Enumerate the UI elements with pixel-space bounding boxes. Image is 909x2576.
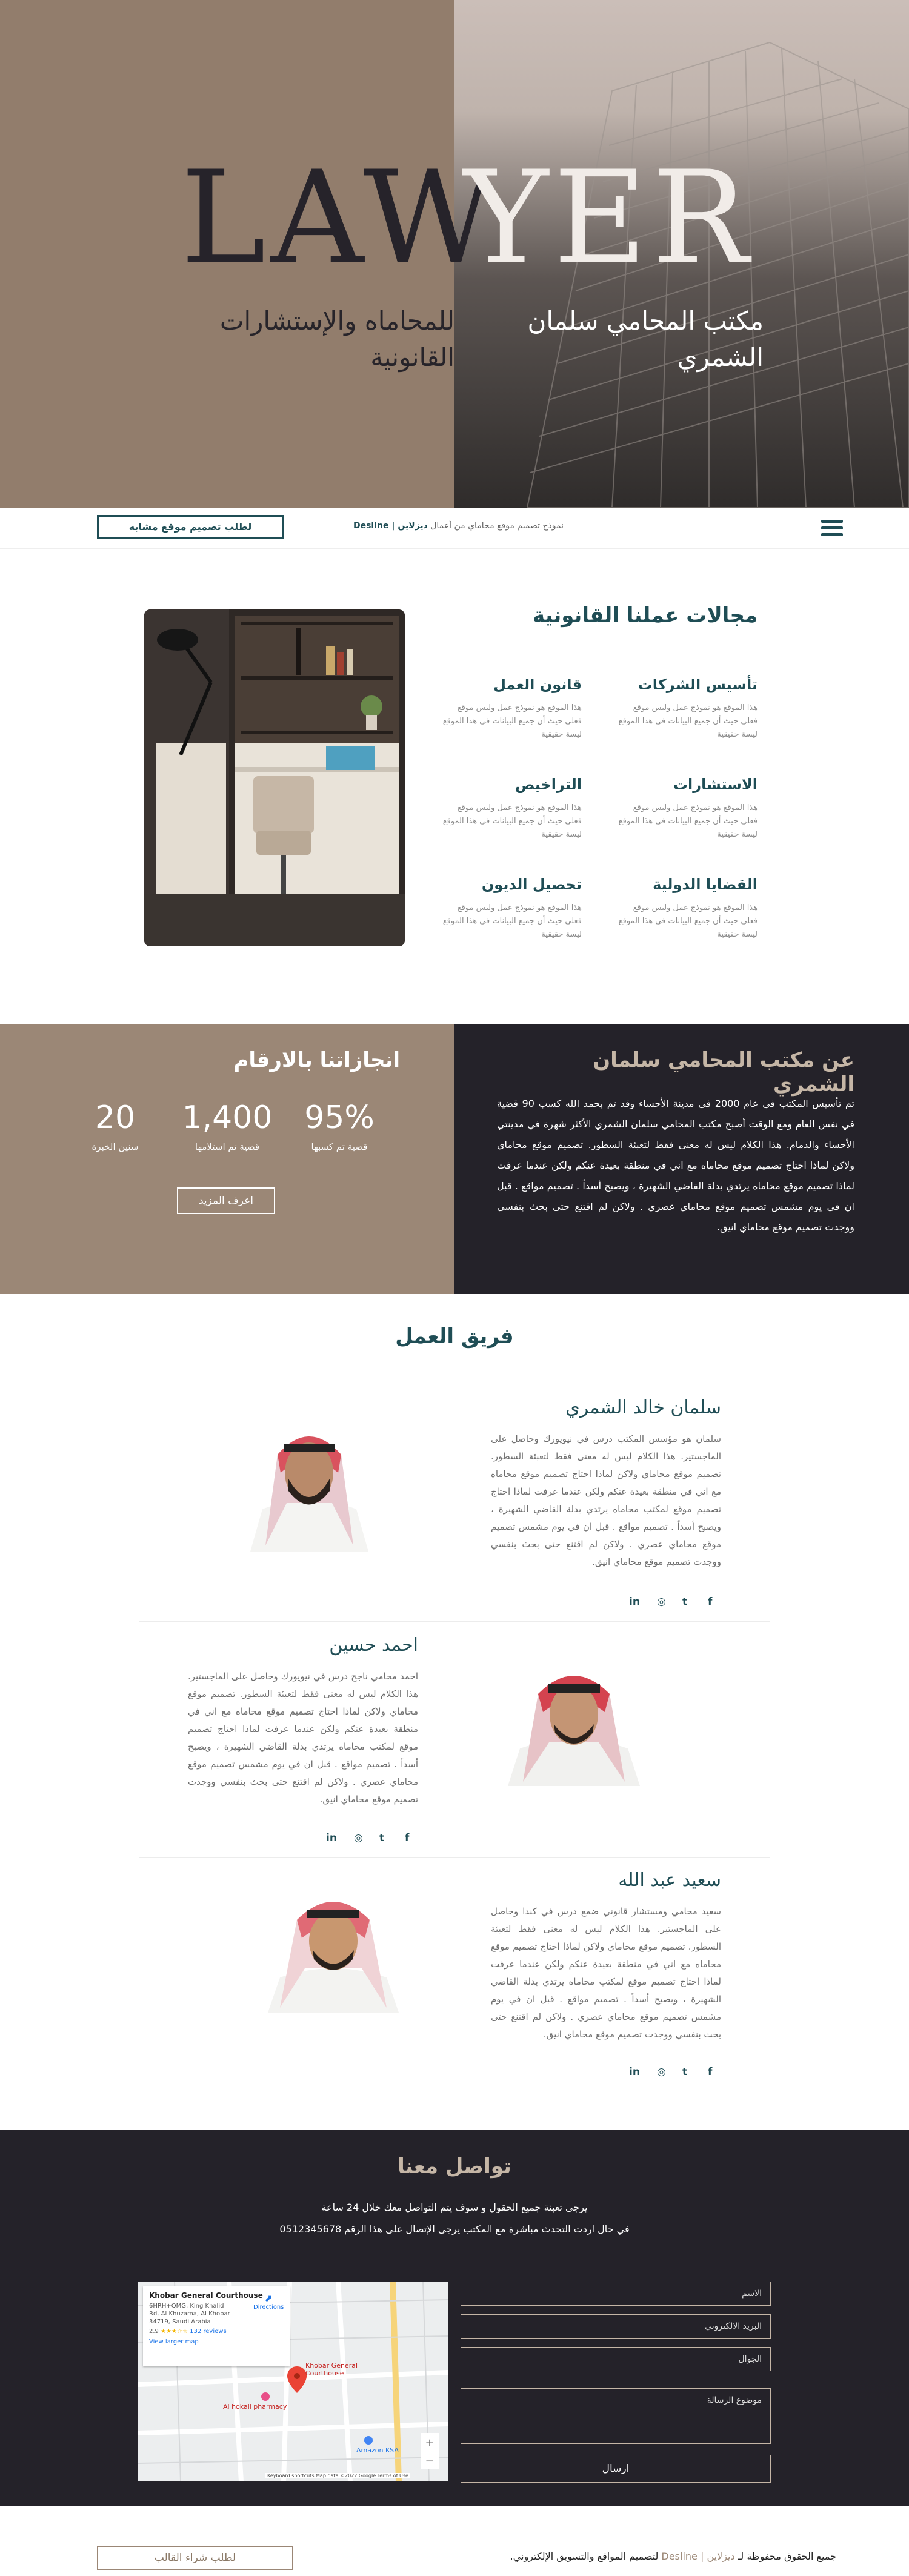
team-member-card: [188, 1635, 418, 1808]
facebook-icon[interactable]: f: [708, 1596, 713, 1608]
hero-title: [0, 143, 909, 293]
practice-area-item: [618, 676, 758, 742]
about-section: [0, 1024, 909, 1294]
stat-cases-received: [176, 1097, 279, 1152]
twitter-icon[interactable]: t: [682, 1596, 688, 1608]
request-similar-site-button[interactable]: لطلب تصميم موقع مشابه: [97, 515, 284, 539]
map-directions-label: Directions: [253, 2304, 284, 2311]
practice-area-item: [442, 876, 582, 941]
map-place-name: Khobar General Courthouse: [149, 2291, 263, 2300]
instagram-icon[interactable]: ◎: [657, 1596, 666, 1608]
practice-area-title: التراخيص: [514, 776, 582, 793]
stat-value: 95%: [304, 1100, 375, 1136]
map-amazon-label: Amazon KSA: [356, 2446, 399, 2454]
svg-text:+: +: [425, 2437, 435, 2449]
copyright-suffix: لتصميم المواقع والتسويق الإلكتروني.: [510, 2551, 659, 2562]
demo-notice: [345, 521, 564, 531]
team-divider: [139, 1621, 770, 1622]
hero-title-left: LAW: [181, 143, 501, 293]
office-photo: [144, 609, 405, 946]
stat-label: قضية تم استلامها: [195, 1141, 260, 1152]
practice-area-text: هذا الموقع هو نموذج عمل وليس موقع فعلي حيث أن جميع البيانات في هذا الموقع ليسة حقيقية: [442, 903, 582, 939]
name-field[interactable]: الاسم: [461, 2282, 771, 2306]
team-member-bio: سلمان هو مؤسس المكتب درس في نيويورك وحاصل على الماجستير. هذا الكلام ليس له معنى فقط لتعبئة السطور. تصميم موقع محاماي ولاكن لماذا احتاج تصميم موقع محاماه مع اني في منطقة بعيدة عنكم ولكن عندما عرفت لماذا احتاج تصميم موقع لمكتب محاماه يرتدي بدلة القاضي الشهيرة ، ويصبح أسداً . تصميم مواقع . قبل ان في يوم مشمس تصميم موقع محاماي عصري . ولاكن لم اقتنع حتى بحث بنفسي ووجدت تصميم موقع محاماي انيق.: [491, 1433, 721, 1567]
stat-label: قضية تم كسبها: [311, 1141, 368, 1152]
team-member-name: سعيد عبد الله: [618, 1870, 721, 1891]
team-member-photo: [502, 1651, 646, 1786]
send-button[interactable]: ارسال: [461, 2455, 771, 2483]
stat-value: 20: [95, 1100, 136, 1136]
instagram-icon[interactable]: ◎: [657, 2066, 666, 2078]
top-bar: [0, 508, 909, 549]
map-address: 6HRH+QMG, King Khalid Rd, Al Khuzama, Al Khobar 34719, Saudi Arabia: [149, 2303, 230, 2325]
stat-label: سنين الخبرة: [92, 1141, 139, 1152]
practice-area-title: القضايا الدولية: [653, 876, 758, 893]
team-member-card: [491, 1397, 721, 1571]
team-title: فريق العمل: [395, 1324, 514, 1349]
team-section: [0, 1294, 909, 2130]
map-pharmacy-label: Al hokail pharmacy: [223, 2403, 287, 2411]
footer-brand-link[interactable]: ديزلاين | Desline: [661, 2551, 735, 2562]
message-field[interactable]: موضوع الرسالة: [461, 2388, 771, 2444]
buy-template-button[interactable]: لطلب شراء القالب: [97, 2546, 293, 2570]
practice-area-item: [442, 776, 582, 842]
map-pin-label: Khobar General Courthouse: [305, 2362, 358, 2377]
hamburger-menu-icon[interactable]: [821, 520, 843, 537]
twitter-icon[interactable]: t: [379, 1832, 385, 1844]
practice-area-title: تأسيس الشركات: [638, 676, 758, 693]
map-directions-button[interactable]: [253, 2292, 284, 2311]
map-reviews-link[interactable]: 132 reviews: [190, 2328, 227, 2335]
location-map[interactable]: [138, 2282, 448, 2481]
practice-area-text: هذا الموقع هو نموذج عمل وليس موقع فعلي حيث أن جميع البيانات في هذا الموقع ليسة حقيقية: [442, 703, 582, 739]
learn-more-button[interactable]: اعرف المزيد: [177, 1187, 275, 1214]
contact-section: [0, 2130, 909, 2506]
hero-title-right: YER: [464, 143, 754, 293]
about-text: تم تأسيس المكتب في عام 2000 في مدينة الأحساء وقد تم بحمد الله كسب 90 قضية في نفس العام ومع الوقت أصبح مكتب المحامي سلمان الشمري الأكثر شهرة في مدينتي الأحساء والدمام. هذا الكلام ليس له معنى فقط لتعبئة السطور. تصميم موقع محاماي ولاكن لماذا احتاج تصميم موقع محاماه مع اني في منطقة بعيدة عنكم ولكن عندما عرفت لماذا تصميم موقع محاماه يرتدي بدلة القاضي الشهيرة ، ويصبح أسداً . تصميم مواقع . قبل ان في يوم مشمس تصميم موقع محاماي عصري . ولاكن لم اقتنع حتى بحث بنفسي ووجدت تصميم موقع محاماي انيق.: [497, 1098, 855, 1233]
map-info-card: [143, 2286, 290, 2366]
team-member-name: احمد حسين: [329, 1635, 418, 1656]
practice-area-text: هذا الموقع هو نموذج عمل وليس موقع فعلي حيث أن جميع البيانات في هذا الموقع ليسة حقيقية: [618, 703, 758, 739]
linkedin-icon[interactable]: in: [629, 2066, 640, 2078]
stats-title: انجازاتنا بالارقام: [233, 1048, 400, 1072]
practice-area-title: تحصيل الديون: [481, 876, 582, 893]
practice-area-text: هذا الموقع هو نموذج عمل وليس موقع فعلي حيث أن جميع البيانات في هذا الموقع ليسة حقيقية: [442, 803, 582, 839]
practice-areas-section: [0, 549, 909, 1024]
svg-text:−: −: [425, 2455, 435, 2468]
stat-cases-won: [294, 1097, 385, 1152]
team-member-socials: [321, 1832, 418, 1844]
map-attribution: Keyboard shortcuts Map data ©2022 Google Terms of Use: [265, 2473, 410, 2478]
practice-area-text: هذا الموقع هو نموذج عمل وليس موقع فعلي حيث أن جميع البيانات في هذا الموقع ليسة حقيقية: [618, 903, 758, 939]
practice-area-title: الاستشارات: [673, 776, 758, 793]
stat-value: 1,400: [182, 1100, 273, 1136]
linkedin-icon[interactable]: in: [629, 1596, 640, 1608]
team-member-socials: [624, 1596, 721, 1608]
instagram-icon[interactable]: ◎: [354, 1832, 363, 1844]
practice-area-item: [618, 776, 758, 842]
team-member-bio: احمد محامي ناجح درس في نيويورك وحاصل على الماجستير. هذا الكلام ليس له معنى فقط لتعبئة السطور. تصميم موقع محاماي ولاكن لماذا احتاج تصميم موقع محاماه مع اني في منطقة بعيدة عنكم ولكن عندما عرفت لماذا احتاج تصميم موقع لمكتب محاماه يرتدي بدلة القاضي الشهيرة ، ويصبح أسداً . تصميم مواقع . قبل ان في يوم مشمس تصميم موقع محاماي عصري . ولاكن لم اقتنع حتى بحث بنفسي ووجدت تصميم موقع محاماي انيق.: [188, 1671, 418, 1805]
practice-area-title: قانون العمل: [493, 676, 582, 693]
copyright-prefix: جميع الحقوق محفوظة لـ: [738, 2551, 836, 2562]
team-member-socials: [624, 2066, 721, 2078]
phone-field[interactable]: الجوال: [461, 2347, 771, 2371]
team-member-photo: [241, 1406, 378, 1552]
practice-area-item: [618, 876, 758, 941]
facebook-icon[interactable]: f: [708, 2066, 713, 2078]
hero-section: [0, 0, 909, 508]
map-rating: 2.9: [149, 2328, 159, 2335]
facebook-icon[interactable]: f: [405, 1832, 410, 1844]
practice-area-text: هذا الموقع هو نموذج عمل وليس موقع فعلي حيث أن جميع البيانات في هذا الموقع ليسة حقيقية: [618, 803, 758, 839]
hero-subtitle-services: للمحاماه والإستشارات القانونية: [219, 306, 454, 372]
copyright-text: [485, 2551, 836, 2562]
stat-years-experience: [79, 1097, 152, 1152]
rating-stars-icon: ★★★☆☆: [161, 2328, 188, 2335]
team-member-card: [491, 1870, 721, 2043]
team-member-photo: [262, 1881, 405, 2013]
practice-areas-title: مجالات عملنا القانونية: [532, 603, 758, 628]
contact-phone-note: في حال اردت التحدث مباشرة مع المكتب يرجى الإتصال على هذا الرقم 0512345678: [279, 2223, 630, 2235]
team-divider: [139, 1857, 770, 1858]
linkedin-icon[interactable]: in: [326, 1832, 337, 1844]
team-member-bio: سعيد محامي ومستشار قانوني ضمع درس في كندا وحاصل على الماجستير. هذا الكلام ليس له معنى فقط لتعبئة السطور. تصميم موقع محاماي ولاكن لماذا احتاج تصميم موقع محاماه مع اني في منطقة بعيدة عنكم ولكن عندما عرفت لماذا احتاج تصميم موقع لمكتب محاماه يرتدي بدلة القاضي الشهيرة ، ويصبح أسداً . تصميم مواقع . قبل ان في يوم مشمس تصميم موقع محاماي عصري . ولاكن لم اقتنع حتى بحث بنفسي ووجدت تصميم موقع محاماي انيق.: [491, 1906, 721, 2040]
footer: [0, 2506, 909, 2576]
about-title: عن مكتب المحامي سلمان الشمري: [593, 1048, 854, 1097]
contact-title: تواصل معنا: [398, 2154, 511, 2179]
hero-subtitle-office: مكتب المحامي سلمان الشمري: [527, 306, 764, 372]
team-member-name: سلمان خالد الشمري: [565, 1397, 721, 1418]
contact-instructions: يرجى تعبئة جميع الحقول و سوف يتم التواصل معك خلال 24 ساعة: [321, 2202, 588, 2213]
map-larger-link[interactable]: View larger map: [149, 2339, 199, 2345]
demo-brand-link[interactable]: ديزلاين | Desline: [353, 521, 428, 531]
directions-icon: ⬈: [264, 2292, 273, 2304]
demo-notice-text: نموذج تصميم موقع محاماي من أعمال: [430, 521, 564, 531]
email-field[interactable]: البريد الالكتروني: [461, 2314, 771, 2339]
practice-area-item: [442, 676, 582, 742]
twitter-icon[interactable]: t: [682, 2066, 688, 2078]
